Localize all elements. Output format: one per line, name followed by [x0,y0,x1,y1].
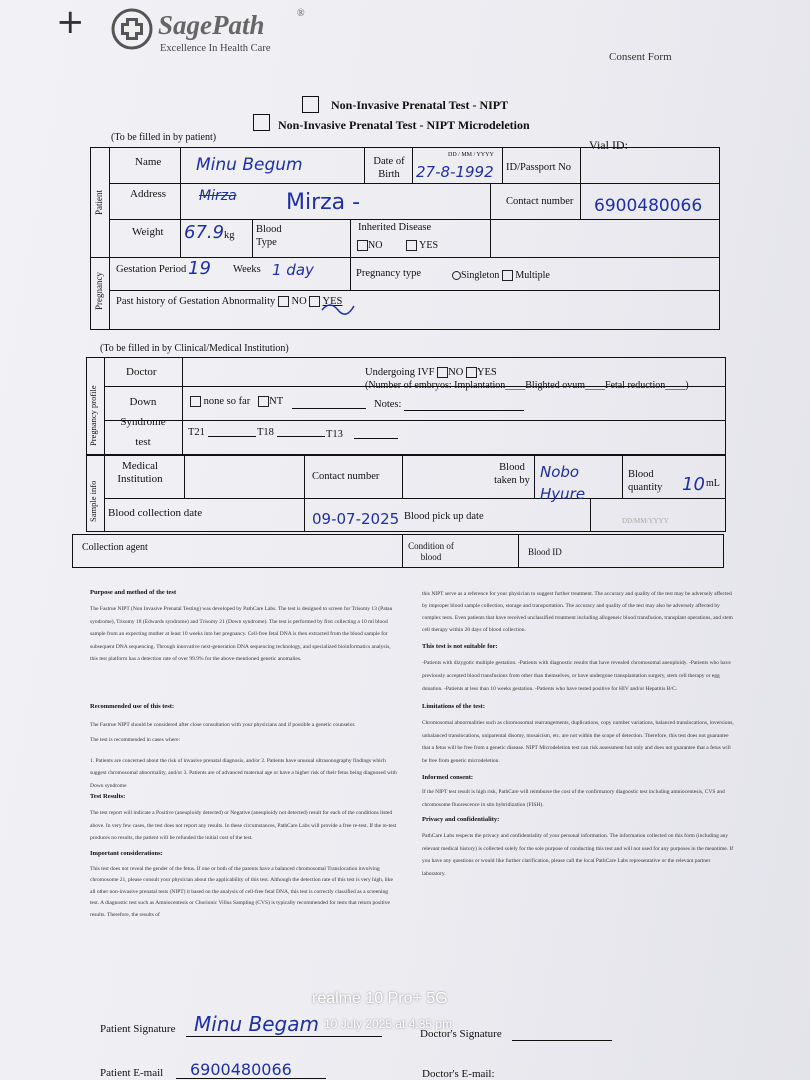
embryos-line: (Number of embryos: Implantation____Blighted ovum____Fetal reduction____) [365,380,689,391]
inherited-no-option[interactable]: NO [357,240,382,251]
blood-id-label: Blood ID [528,547,562,557]
sample-info-vertical-label: Sample info [88,480,98,522]
fine-print-left: Purpose and method of the test The Fastrue NIPT (Non Invasive Prenatal Testing) was developed by PathCare Labs. The test is designed to screen for Trisomy 13 (Patau syndrome), Trisomy 18 (Edwards syndrome) and Trisomy 21 (Down syndrome). The test is performed by first collecting a 10 ml blood sample from an expecting mother at least 10 weeks into her pregnancy. Cell-free fetal DNA is then extracted from the blood sample for subsequent DNA sequencing. Through innovative next-generation DNA sequencing technology, and specialized bioinformatics analysis, this test platform has a detection rate of over 99.9% for the above-mentioned genetic anomalies. Recommended use of this test: The Fastrue NIPT should be considered after close consultation with your physicians and if possible a genetic counselor. The test is recommended in cases where: 1. Patients are concerned about the risk of invasive prenatal diagnosis, and/or 2. Patients have unusual ultrasonography findings which suggest chromosomal abnormality, and/or 3. Patients are of advanced maternal age or have a higher risk of their fetus being diagnosed with Down syndrome Test Results: The test report will indicate a Positive (aneuploidy detected) or Negative (aneuploidy not detected) result for each of the conditions listed above. In very few cases, the test does not report any results. In these circumstances, PathCare Labs will provide a free re-test. If the re-test produces no results, the patient will be refunded the initial cost of the test. Important considerations: This test does not reveal the gender of the fetus. If one or both of the parents have a balanced chromosomal Translocation involving chromosome 21, please consult your physician about the applicability of this test. Although the detection rate of this test is very high, like all other non-invasive prenatal tests (NIPT) it based on the analysis of cell-free fetal DNA, this test is correctly classified as a screening test. A diagnostic test such as Amniocentesis or Chorionic Villus Sampling (CVS) is typically recommended for tests that return positive results. Therefore, the results of [90,589,397,918]
nipt-checkbox[interactable] [302,96,319,113]
pen-mark: + [56,2,85,42]
down-options[interactable]: none so far NT [190,396,283,407]
medical-institution-label: Medical Institution [117,460,163,485]
address-label: Address [130,188,167,200]
blood-taken-by-value[interactable]: Nobo Hyure [540,463,586,503]
doctor-signature-label: Doctor's Signature [420,1028,502,1040]
t13-label: T13 [326,429,343,440]
form-type: Consent Form [609,51,672,63]
yes-pen-mark [320,298,356,316]
patient-email-value[interactable]: 6900480066 [190,1060,292,1079]
dob-label: Date of Birth [373,156,405,180]
inherited-yes-option[interactable]: YES [406,240,438,251]
patient-email-label: Patient E-mail [100,1067,164,1079]
gestation-weeks-value[interactable]: 19 [188,258,211,279]
option-nipt-microdeletion: Non-Invasive Prenatal Test - NIPT Microdeletion [278,118,530,132]
address-value-struck: Mirza [199,188,237,204]
blood-taken-by-label: Blood taken by [494,462,530,486]
fine-print-right: this NIPT serve as a reference for your physician to suggest further treatment. The accuracy and quality of the test may be adversely affected by improper blood sample collection, storage and transportation. The accuracy and quality of the test may also be adversely affected by complex tests. Even patients that have received unclassified treatment including allogeneic blood transfusion, transplant operations, and stem cell therapy within 20 days of blood collection. This test is not suitable for: -Patients with dizygotic multiple gestation. -Patients with diagnostic results that have revealed chromosomal aneuploidy. -Patients who have previously accepted blood transfusions from other than themselves, or have undergone transplantation surgery, stem cell therapy or egg donation. -Patients at less than 10 weeks gestation. -Patients who have tested positive for HIV and/or Hepatitis B/C. Limitations of the test: Chromosomal abnormalities such as chromosomal rearrangements, duplications, copy number variations, balanced translocations, inversions, unbalanced translocations, uniparental disomy, mosaicism, etc. are not within the scope of detection. Therefore, this test does not guarantee that a fetus will be free from a genetic disease. NIPT Microdeletion test can risk assessment but only and does not guarantee that a fetus will be free from genetic microdeletion. Informed consent: If the NIPT test result is high risk, PathCare will reimburse the cost of the confirmatory diagnostic test including amniocentesis, CVS and chromosome fluorescence in situ hybridization (FISH). Privacy and confidentiality: PathCare Labs respects the privacy and confidentiality of your personal information. The information collected on this form (including any relevant medical history) is collected solely for the sole purpose of conducting this test and will not used for any purposes in the meantime. If you have any questions or would like further clarification, please call the local PathCare Labs representative or the relevant partner laboratory. [422,591,734,877]
collection-agent-label: Collection agent [82,542,148,553]
sagepath-logo-icon [110,8,156,50]
weight-label: Weight [132,226,164,238]
pickup-date-format: DD/MM/YYYY [622,517,669,525]
contact-number-value[interactable]: 6900480066 [594,196,703,216]
weight-unit: kg [224,230,235,241]
patient-name-value[interactable]: Minu Begum [196,155,303,175]
pregnancy-type-label: Pregnancy type [356,268,422,279]
gestation-period-label: Gestation Period [116,264,187,275]
patient-section-note: (To be filled in by patient) [111,132,217,143]
doctor-email-label: Doctor's E-mail: [422,1068,495,1080]
down-syndrome-label: Down Syndrome test [120,396,166,448]
passport-label: ID/Passport No [506,162,572,173]
clinical-section-note: (To be filled in by Clinical/Medical Institution) [100,343,289,354]
brand-name: SagePath [158,10,265,40]
ivf-label[interactable]: Undergoing IVF NO YES [365,367,497,378]
blood-quantity-value[interactable]: 10 [682,474,705,495]
patient-signature-value[interactable]: Minu Begam [194,1012,319,1036]
dob-format: DD / MM / YYYY [448,152,494,158]
collection-date-label: Blood collection date [108,507,203,519]
dob-value[interactable]: 27-8-1992 [416,163,494,181]
clinic-contact-label: Contact number [312,471,380,482]
camera-watermark-model: realme 10 Pro+ 5G [312,990,448,1007]
weight-value[interactable]: 67.9 [184,222,225,243]
nipt-microdeletion-checkbox[interactable] [253,114,270,131]
blood-quantity-label: Blood quantity [628,469,663,493]
t21-label: T21 [188,427,205,438]
name-label: Name [135,156,162,168]
vial-id-label: Vial ID: [589,138,628,152]
gestation-days-value[interactable]: 1 day [272,261,314,279]
camera-watermark-date: 10 July 2025 at 4:35 pm [324,1017,453,1031]
pregnancy-profile-vertical-label: Pregnancy profile [88,385,98,446]
pickup-date-label: Blood pick up date [404,511,484,522]
extra-row [72,534,724,568]
registered-mark: ® [297,8,305,19]
blood-type-label: Blood Type [256,224,282,248]
pregnancy-type-options[interactable]: Singleton Multiple [452,270,550,281]
doctor-label: Doctor [126,366,157,378]
past-history-label[interactable]: Past history of Gestation Abnormality NO YES [116,296,343,307]
pregnancy-vertical-label: Pregnancy [94,272,104,310]
patient-signature-label: Patient Signature [100,1023,176,1035]
t18-label: T18 [257,427,274,438]
brand-tagline: Excellence In Health Care [160,43,271,54]
option-nipt: Non-Invasive Prenatal Test - NIPT [331,98,509,112]
condition-of-blood-label: Condition of blood [408,541,454,562]
contact-number-label: Contact number [506,196,574,207]
blood-quantity-unit: mL [706,478,720,489]
inherited-disease-label: Inherited Disease [358,222,432,233]
patient-vertical-label: Patient [94,190,104,215]
address-value[interactable]: Mirza - [286,190,361,215]
notes-label: Notes: [374,399,402,410]
collection-date-value[interactable]: 09-07-2025 [312,510,400,528]
weeks-label: Weeks [233,264,261,275]
